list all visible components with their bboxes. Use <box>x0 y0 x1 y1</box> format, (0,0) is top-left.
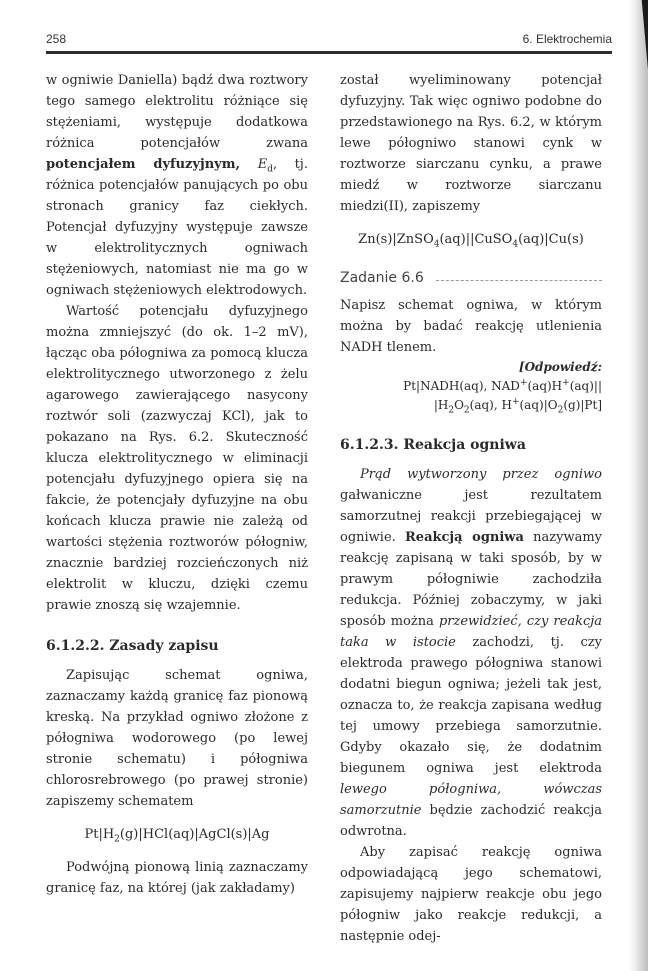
task-answer <box>340 358 602 415</box>
paragraph-cell-reaction: Prąd wytworzony przez ogniwo gałwaniczne jest rezultatem samorzutnej reakcji przebiegającej w ogniwie. Reakcją ogniwa nazywamy reakcję zapisaną w taki sposób, by w prawym półogniwie zachodziła redukcja. Później zobaczymy, w jaki sposób można przewidzieć, czy reakcja taka w istocie zachodzi, tj. czy elektroda prawego półogniwa stanowi dodatni biegun ogniwa; jeżeli tak jest, oznacza to, że reakcja zapisana według tej umowy przebiega samorzutnie. Gdyby okazało się, że dodatnim biegunem ogniwa jest elektroda lewego półogniwa, wówczas samorzutnie będzie zachodzić reakcja odwrotna. <box>340 467 603 839</box>
page-edge-shadow <box>628 0 648 971</box>
task-text: Napisz schemat ogniwa, w którym można by badać reakcję utlenienia NADH tlenem. <box>340 298 602 355</box>
task-title: Zadanie 6.6 <box>340 268 602 289</box>
formula-daniell-cell: Zn(s)|ZnSO$_4$(aq)||CuSO$_4$(aq)|Cu(s) <box>358 232 584 250</box>
paragraph-diffusion-potential: w ogniwie Daniella) bądź dwa roztwory tego samego elektrolitu różniące się stężeniami, występuje dodatkowa różnica potencjałów zwana potencjałem dyfuzyjnym, $E_d$, tj. różnica potencjałów panujących po obu stronach granicy faz ciekłych. Potencjał dyfuzyjny występuje zawsze w elektrolitycznych ogniwach stężeniowych, natomiast nie ma go w ogniwach stężeniowych elektrodowych. <box>46 73 308 298</box>
running-header <box>46 32 612 52</box>
paragraph-double-line: Podwójną pionową linią zaznaczamy granicę faz, na której (jak zakładamy) <box>46 860 308 896</box>
page-number: 258 <box>46 32 67 46</box>
symbol-E: E <box>257 157 268 172</box>
section-title-zasady-zapisu: 6.1.2.2. Zasady zapisu <box>46 638 219 654</box>
left-column <box>46 70 308 899</box>
answer-line-1: Pt|NADH(aq), NAD+(aq)H+(aq)|| <box>403 378 602 393</box>
paragraph-notation: Zapisując schemat ogniwa, zaznaczamy każdą granicę faz pionową kreską. Na przykład ogniwo złożone z półogniwa wodorowego (po lewej stronie schematu) i półogniwa chlorosrebrowego (po prawej stronie) zapiszemy schematem <box>46 668 308 809</box>
answer-line-2: $|H_2O_2(aq)$, $H^+(aq)|O_2(g)|Pt$] <box>433 397 602 416</box>
answer-label: [Odpowiedź: <box>518 360 602 374</box>
right-column <box>340 70 602 947</box>
chapter-title: 6. Elektrochemia <box>522 32 612 46</box>
section-title-reakcja-ogniwa: 6.1.2.3. Reakcja ogniwa <box>340 437 526 453</box>
formula-hydrogen-silver-cell: $Pt|H_2(g)|HCl(aq)|AgCl(s)|Ag$ <box>84 827 270 845</box>
paragraph-daniell-continuation: został wyeliminowany potencjał dyfuzyjny. Tak więc ogniwo podobne do przedstawionego na Rys. 6.2, w którym lewe półogniwo stanowi cynk w roztworze siarczanu cynku, a prawe miedź w roztworze siarczanu miedzi(II), zapiszemy <box>340 73 602 214</box>
paragraph-writing-reaction: Aby zapisać reakcję ogniwa odpowiadającą jego schematowi, zapisujemy najpierw reakcje obu jego półogniw jako reakcje redukcji, a następnie odej- <box>340 845 602 944</box>
header-rule <box>46 51 612 54</box>
paragraph-salt-bridge: Wartość potencjału dyfuzyjnego można zmniejszyć (do ok. 1–2 mV), łącząc oba półogniwa za pomocą klucza elektrolitycznego utworzonego z żelu agarowego zawierającego nasycony roztwór soli (zazwyczaj KCl), jak to pokazano na Rys. 6.2. Skuteczność klucza elektrolitycznego w eliminacji potencjału dyfuzyjnego opiera się na fakcie, że potencjały dyfuzyjne na obu końcach klucza prawie nie zależą od wartości stężenia roztworów półogniw, znacznie bardziej rozcieńczonych niż elektrolit w kluczu, dzięki czemu prawie znoszą się wzajemnie. <box>46 304 308 613</box>
term-potential-dyfuzyjny: potencjałem dyfuzyjnym <box>46 157 236 172</box>
task-title-rule <box>436 280 602 281</box>
term-reakcja-ogniwa: Reakcją ogniwa <box>405 530 524 545</box>
